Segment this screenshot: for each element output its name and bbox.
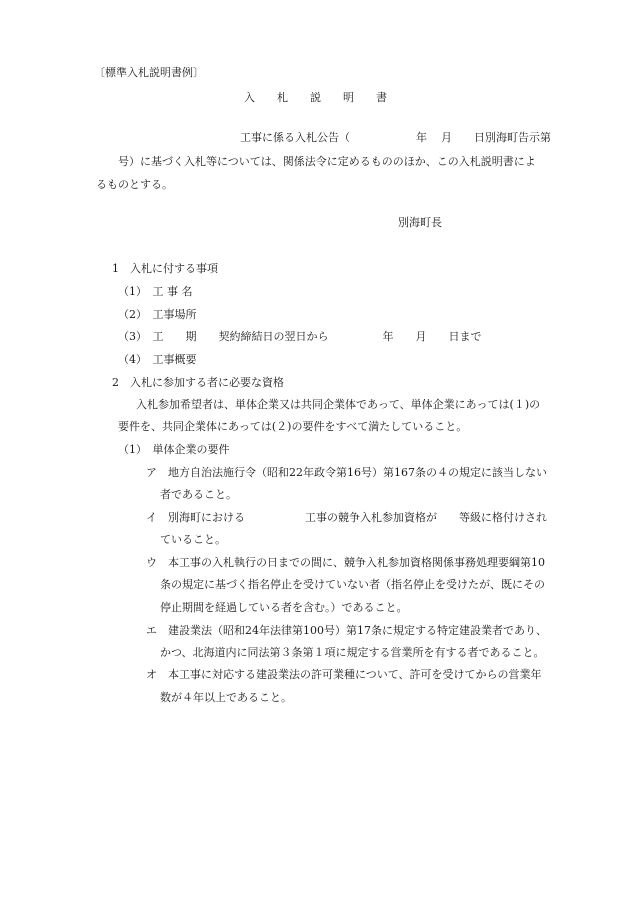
section-2-intro-line-1: 入札参加希望者は、単体企業又は共同企業体であって、単体企業にあっては(１)の: [136, 398, 541, 411]
intro-text-a: 工事に係る入札公告（: [240, 131, 350, 144]
section-1-item-3: [118, 330, 482, 344]
req-e-line-2: かつ、北海道内に同法第３条第１項に規定する営業所を有する者であること。: [160, 646, 545, 659]
period-text: （3） 工 期 契約締結日の翌日から: [118, 330, 329, 343]
req-o-line-2: 数が４年以上であること。: [160, 691, 292, 704]
section-2-sub-1-heading: （1） 単体企業の要件: [118, 443, 230, 456]
document-title: 入 札 説 明 書: [244, 91, 387, 104]
req-u-line-3: 停止期間を経過している者を含む。）であること。: [160, 601, 408, 614]
section-2-intro-line-2: 要件を、共同企業体にあっては(２)の要件をすべて満たしていること。: [118, 420, 468, 433]
intro-line-2: 号）に基づく入札等については、関係法令に定めるもののほか、この入札説明書によ: [118, 155, 536, 168]
period-until: 日まで: [448, 330, 482, 343]
period-month: 月: [415, 330, 427, 343]
req-i-text-c: 等級に格付けされ: [459, 511, 547, 524]
section-1-item-1: （1） 工 事 名: [118, 285, 193, 298]
req-i-text-a: イ 別海町における: [146, 511, 245, 524]
req-o-line-1: オ 本工事に対応する建設業法の許可業種について、許可を受けてからの営業年: [146, 668, 542, 681]
section-2-heading: 2 入札に参加する者に必要な資格: [112, 376, 284, 389]
req-a-line-1: ア 地方自治法施行令（昭和22年政令第16号）第167条の４の規定に該当しない: [146, 466, 547, 479]
section-1-item-2: （2） 工事場所: [118, 308, 197, 321]
intro-line-3: るものとする。: [96, 178, 173, 191]
intro-line-1: [240, 131, 551, 145]
section-1-item-4: （4） 工事概要: [118, 353, 197, 366]
intro-month: 月: [441, 131, 452, 144]
period-year: 年: [382, 330, 394, 343]
req-i-line-2: ていること。: [160, 533, 226, 546]
intro-year: 年: [416, 131, 427, 144]
signer: 別海町長: [398, 216, 442, 229]
intro-text-b: 日別海町告示第: [474, 131, 551, 144]
req-e-line-1: エ 建設業法（昭和24年法律第100号）第17条に規定する特定建設業者であり、: [146, 624, 547, 637]
req-u-line-2: 条の規定に基づく指名停止を受けていない者（指名停止を受けたが、既にその: [160, 578, 545, 591]
req-i-text-b: 工事の競争入札参加資格が: [305, 511, 437, 524]
req-u-line-1: ウ 本工事の入札執行の日までの間に、競争入札参加資格関係事務処理要綱第10: [146, 556, 545, 569]
req-a-line-2: 者であること。: [160, 488, 237, 501]
req-i-line-1: [146, 511, 547, 525]
section-1-heading: 1 入札に付する事項: [112, 262, 218, 275]
header-note: 〔標準入札説明書例〕: [94, 66, 204, 79]
